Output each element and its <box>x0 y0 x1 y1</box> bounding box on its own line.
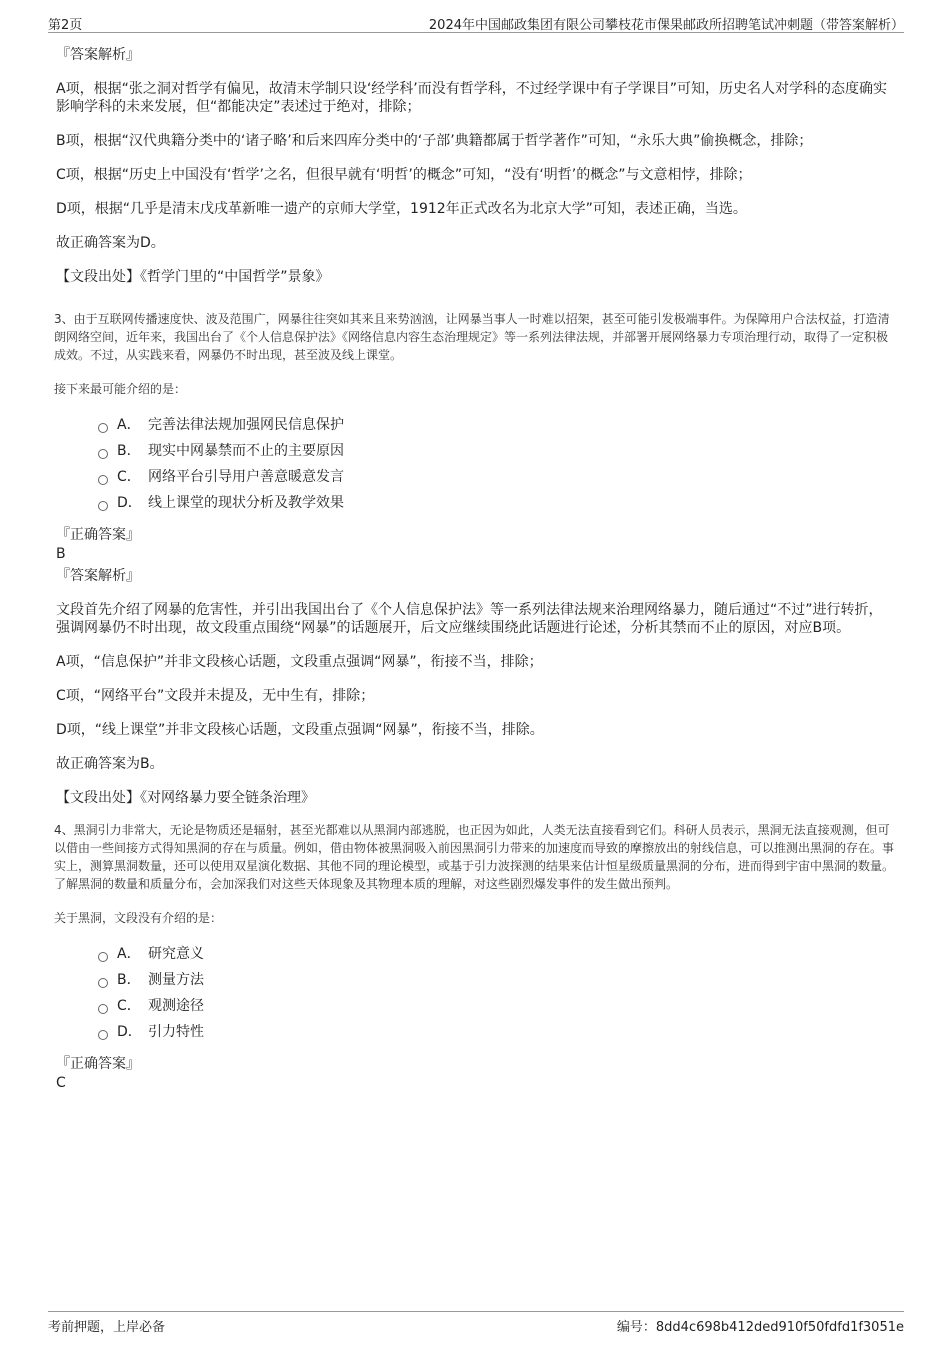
q3-analysis-para-c: C项，“网络平台”文段并未提及，无中生有，排除； <box>56 688 375 704</box>
q2-conclusion: 故正确答案为D。 <box>56 235 165 251</box>
document-title: 2024年中国邮政集团有限公司攀枝花市倮果邮政所招聘笔试冲刺题（带答案解析） <box>428 18 904 33</box>
page-content <box>56 46 896 1092</box>
q3-analysis-main: 文段首先介绍了网暴的危害性，并引出我国出台了《个人信息保护法》等一系列法律法规来治理网络暴力，随后通过“不过”进行转折，强调网暴仍不时出现，故文段重点围绕“网暴”的话题展开，后文应继续围绕此话题进行论述，分析其禁而不止的原因，对应B项。 <box>56 602 883 636</box>
q2-analysis-para-d: D项，根据“几乎是清末戊戌革新唯一遗产的京师大学堂，1912年正式改名为北京大学”可知，表述正确，当选。 <box>56 201 747 217</box>
q3-analysis-para-a: A项，“信息保护”并非文段核心话题，文段重点强调“网暴”，衔接不当，排除； <box>56 654 543 670</box>
radio-icon[interactable] <box>98 423 108 433</box>
radio-icon[interactable] <box>98 952 108 962</box>
q2-analysis-para-c: C项，根据“历史上中国没有‘哲学’之名，但很早就有‘明哲’的概念”可知，“没有‘明哲’的概念”与文意相悖，排除； <box>56 167 752 183</box>
document-id: 编号：8dd4c698b412ded910f50fdfd1f3051e <box>616 1320 904 1335</box>
q2-analysis-para-b: B项，根据“汉代典籍分类中的‘诸子略’和后来四库分类中的‘子部’典籍都属于哲学著作”可知，“永乐大典”偷换概念，排除； <box>56 133 813 149</box>
q3-option-a[interactable]: A． 完善法律法规加强网民信息保护 <box>98 412 896 438</box>
q3-analysis-para-d: D项，“线上课堂”并非文段核心话题，文段重点强调“网暴”，衔接不当，排除。 <box>56 722 544 738</box>
q4-option-a[interactable]: A． 研究意义 <box>98 941 896 967</box>
q3-options <box>56 412 896 516</box>
page-number: 第2页 <box>48 18 83 33</box>
q3-analysis-label: 『答案解析』 <box>56 568 140 584</box>
q2-analysis-para-a: A项，根据“张之洞对哲学有偏见，故清末学制只设‘经学科’而没有哲学科，不过经学课中有子学课目”可知，历史名人对学科的态度确实影响学科的未来发展，但“都能决定”表述过于绝对，排除； <box>56 81 887 115</box>
radio-icon[interactable] <box>98 1030 108 1040</box>
radio-icon[interactable] <box>98 1004 108 1014</box>
q3-option-d[interactable]: D． 线上课堂的现状分析及教学效果 <box>98 490 896 516</box>
q2-source: 【文段出处】《哲学门里的“中国哲学”景象》 <box>56 269 330 285</box>
q4-options <box>56 941 896 1045</box>
q3-source: 【文段出处】《对网络暴力要全链条治理》 <box>56 790 315 806</box>
q3-option-b[interactable]: B． 现实中网暴禁而不止的主要原因 <box>98 438 896 464</box>
q4-answer-label: 『正确答案』 <box>56 1056 140 1072</box>
page-header <box>48 12 904 33</box>
q4-option-b[interactable]: B． 测量方法 <box>98 967 896 993</box>
q4-answer: C <box>56 1075 66 1091</box>
q3-question: 接下来最可能介绍的是： <box>54 382 187 396</box>
footer-slogan: 考前押题，上岸必备 <box>48 1320 166 1335</box>
page-footer <box>48 1311 904 1336</box>
radio-icon[interactable] <box>98 501 108 511</box>
q4-option-c[interactable]: C． 观测途径 <box>98 993 896 1019</box>
q3-answer-label: 『正确答案』 <box>56 527 140 543</box>
q3-stem: 3、由于互联网传播速度快、波及范围广，网暴往往突如其来且来势汹汹，让网暴当事人一时难以招架，甚至可能引发极端事件。为保障用户合法权益，打造清朗网络空间，近年来，我国出台了《个人信息保护法》《网络信息内容生态治理规定》等一系列法律法规，并部署开展网络暴力专项治理行动，取得了一定积极成效。不过，从实践来看，网暴仍不时出现，甚至波及线上课堂。 <box>54 312 890 362</box>
radio-icon[interactable] <box>98 978 108 988</box>
q4-question: 关于黑洞，文段没有介绍的是： <box>54 911 223 925</box>
q3-option-c[interactable]: C． 网络平台引导用户善意暖意发言 <box>98 464 896 490</box>
radio-icon[interactable] <box>98 475 108 485</box>
q4-option-d[interactable]: D． 引力特性 <box>98 1019 896 1045</box>
q3-conclusion: 故正确答案为B。 <box>56 756 164 772</box>
q3-answer: B <box>56 546 66 562</box>
q2-analysis-label: 『答案解析』 <box>56 47 140 63</box>
q4-stem: 4、黑洞引力非常大，无论是物质还是辐射，甚至光都难以从黑洞内部逃脱，也正因为如此，人类无法直接看到它们。科研人员表示，黑洞无法直接观测，但可以借由一些间接方式得知黑洞的存在与质量。例如，借由物体被黑洞吸入前因黑洞引力带来的加速度而导致的摩擦放出的射线信息，可以推测出黑洞的存在。事实上，测算黑洞数量，还可以使用双星演化数据、其他不同的理论模型，或基于引力波探测的结果来估计恒星级质量黑洞的分布，进而得到宇宙中黑洞的数量。了解黑洞的数量和质量分布，会加深我们对这些天体现象及其物理本质的理解，对这些剧烈爆发事件的发生做出预判。 <box>54 823 895 891</box>
radio-icon[interactable] <box>98 449 108 459</box>
